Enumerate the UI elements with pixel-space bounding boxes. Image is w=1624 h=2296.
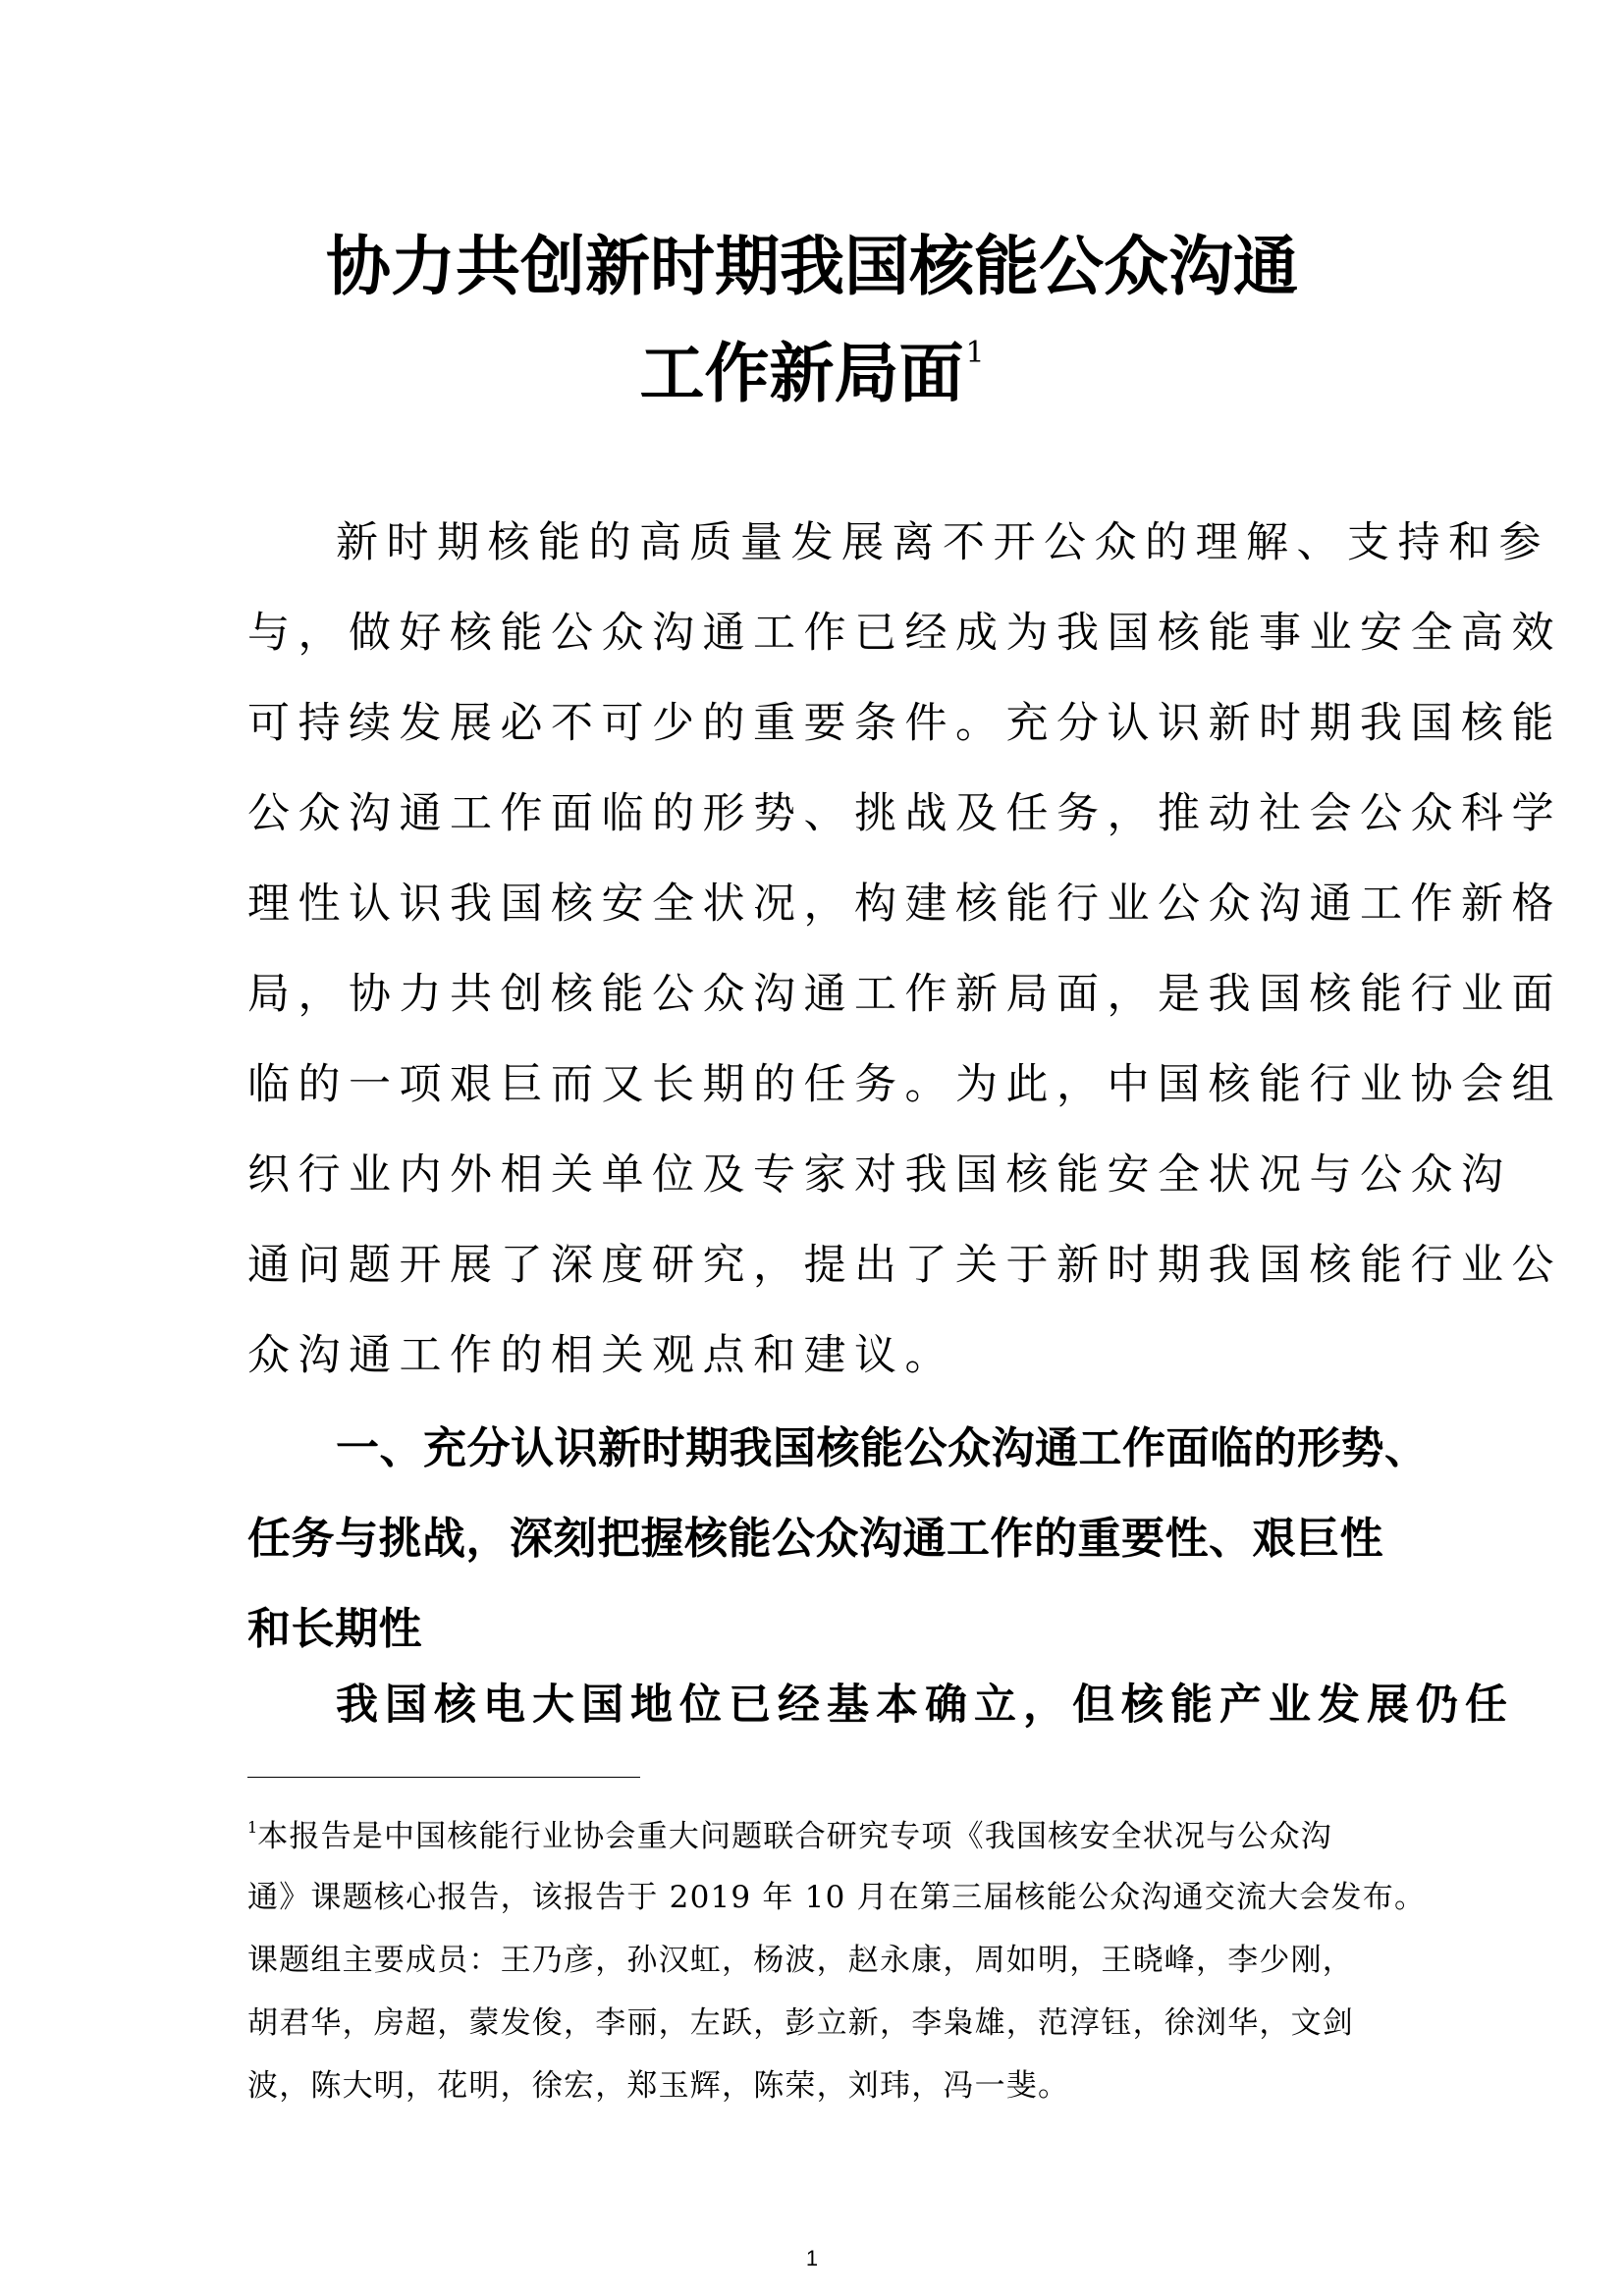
footnote-line: 波，陈大明，花明，徐宏，郑玉辉，陈荣，刘玮，冯一斐。 [247, 2068, 1070, 2104]
footnote-separator [247, 1777, 640, 1778]
document-title-line-2 [0, 335, 1624, 411]
intro-line: 与，做好核能公众沟通工作已经成为我国核能事业安全高效 [247, 609, 1562, 658]
title-footnote-marker[interactable]: 1 [965, 336, 985, 370]
intro-line: 织行业内外相关单位及专家对我国核能安全状况与公众沟 [247, 1150, 1512, 1200]
intro-line: 临的一项艰巨而又长期的任务。为此，中国核能行业协会组 [247, 1060, 1562, 1109]
intro-line: 众沟通工作的相关观点和建议。 [247, 1331, 955, 1380]
document-title-line-1: 协力共创新时期我国核能公众沟通 [326, 228, 1298, 304]
subheading: 我国核电大国地位已经基本确立，但核能产业发展仍任 [336, 1681, 1514, 1730]
section-heading-line: 任务与挑战，深刻把握核能公众沟通工作的重要性、艰巨性 [247, 1514, 1383, 1564]
footnote-line [247, 1820, 1386, 1852]
footnote-line: 通》课题核心报告，该报告于 2019 年 10 月在第三届核能公众沟通交流大会发布。 [247, 1880, 1427, 1915]
intro-line: 可持续发展必不可少的重要条件。充分认识新时期我国核能 [247, 699, 1562, 748]
footnote-line: 胡君华，房超，蒙发俊，李丽，左跃，彭立新，李枭雄，范淳钰，徐浏华，文剑 [247, 2005, 1354, 2041]
footnote-marker: 1 [247, 1818, 258, 1837]
intro-line: 通问题开展了深度研究，提出了关于新时期我国核能行业公 [247, 1241, 1562, 1290]
section-heading-line: 和长期性 [247, 1604, 422, 1654]
intro-line: 公众沟通工作面临的形势、挑战及任务，推动社会公众科学 [247, 789, 1562, 838]
intro-line: 新时期核能的高质量发展离不开公众的理解、支持和参 [336, 518, 1549, 567]
page-number: 1 [805, 2246, 819, 2270]
document-title-line-2-text: 工作新局面 [639, 335, 964, 411]
section-heading-line: 一、充分认识新时期我国核能公众沟通工作面临的形势、 [336, 1423, 1429, 1473]
intro-line: 局，协力共创核能公众沟通工作新局面，是我国核能行业面 [247, 970, 1562, 1019]
footnote-text: 本报告是中国核能行业协会重大问题联合研究专项《我国核安全状况与公众沟 [257, 1819, 1332, 1854]
footnote-line: 课题组主要成员：王乃彦，孙汉虹，杨波，赵永康，周如明，王晓峰，李少刚， [247, 1943, 1354, 1978]
intro-line: 理性认识我国核安全状况，构建核能行业公众沟通工作新格 [247, 880, 1562, 929]
